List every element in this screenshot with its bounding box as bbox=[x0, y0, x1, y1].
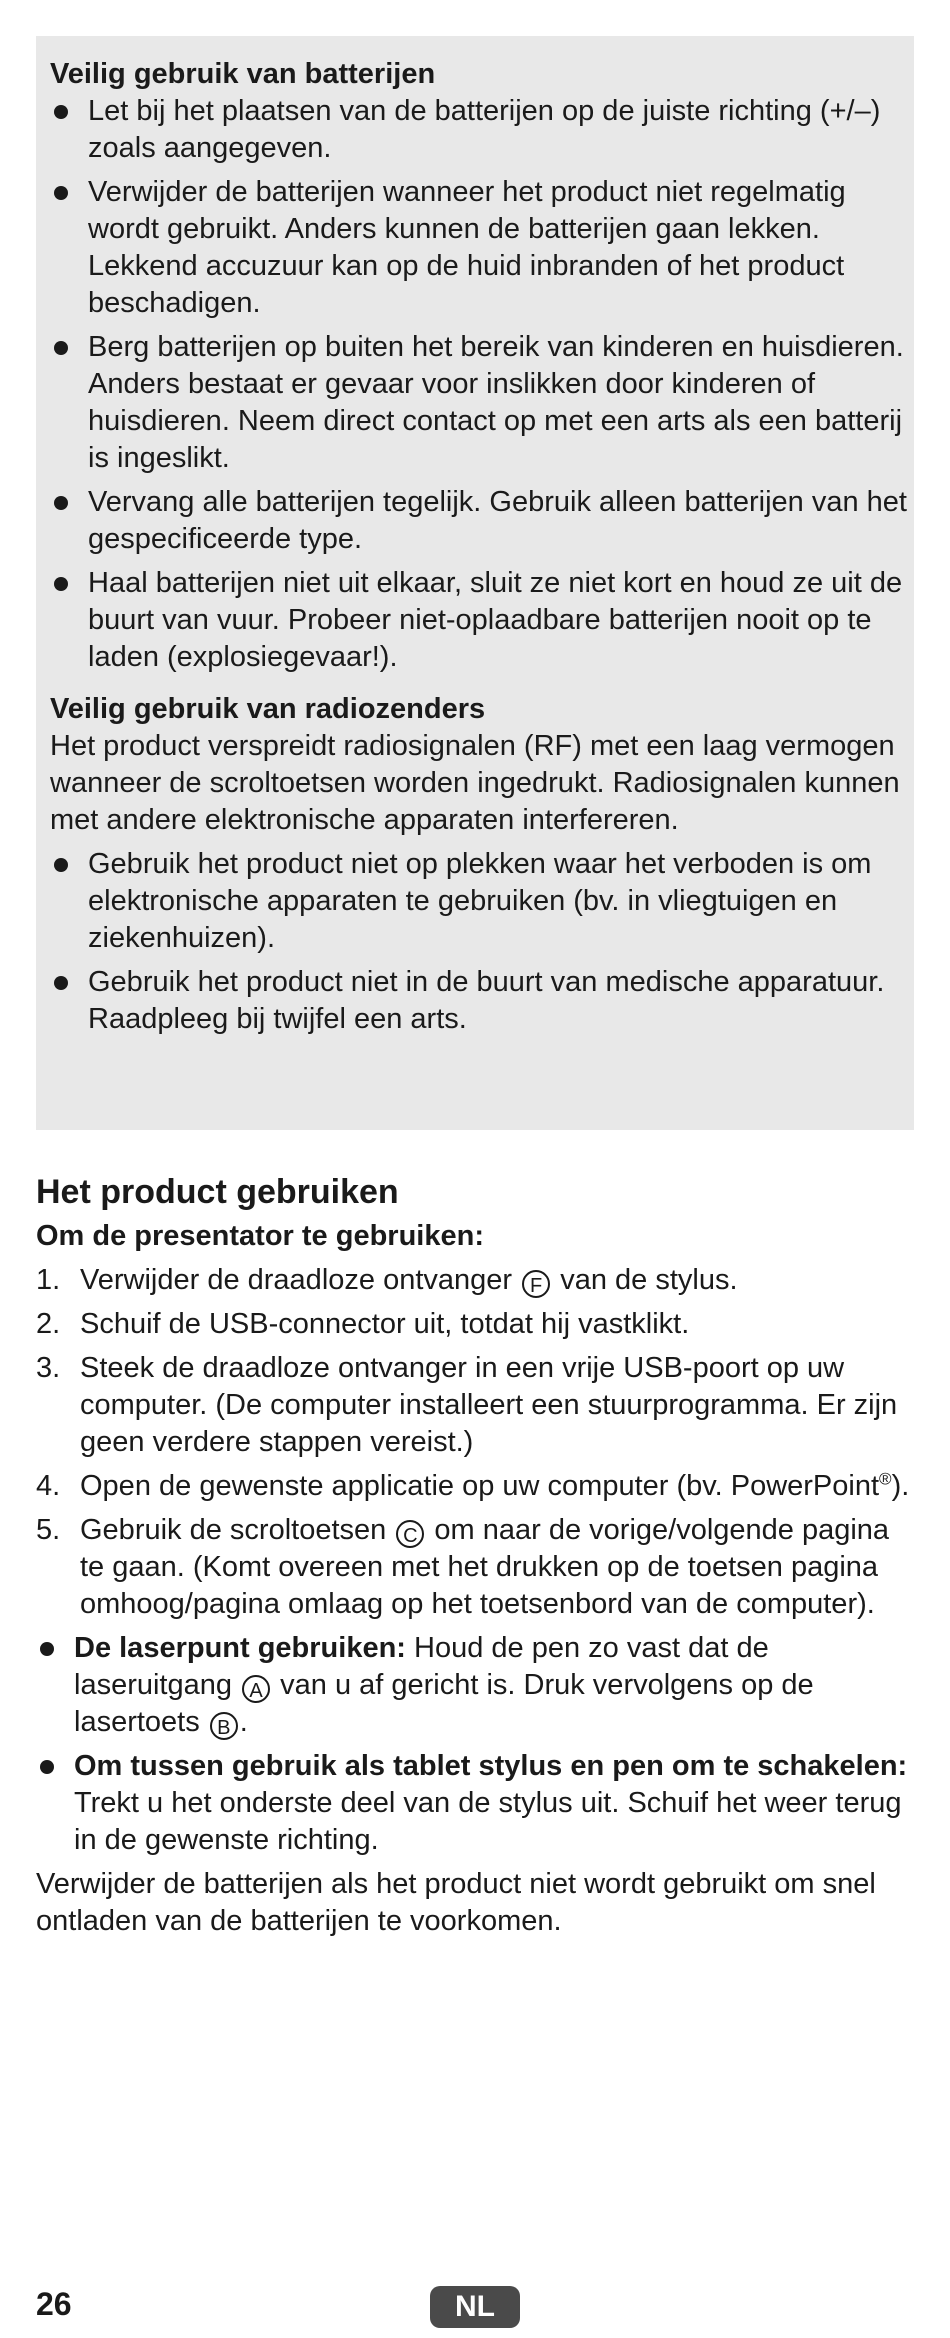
language-badge: NL bbox=[430, 2286, 520, 2328]
radio-safety-paragraph: Het product verspreidt radiosignalen (RF) met een laag vermogen wanneer de scroltoetsen worden ingedrukt. Radiosignalen kunnen met andere elektronische apparaten interfereren. bbox=[50, 730, 900, 836]
battery-safety-heading: Veilig gebruik van batterijen bbox=[50, 58, 436, 90]
list-item: Verwijder de batterijen wanneer het product niet regelmatig wordt gebruikt. Anders kunnen de batterijen gaan lekken. Lekkend accuzuur kan op de huid inbranden of het product beschadigen. bbox=[50, 174, 914, 322]
step-text: om naar de vorige/volgende pagina te gaan. (Komt overeen met het drukken op de toetsen pagina omhoog/pagina omlaag op het toetsenbord van de computer). bbox=[80, 1514, 890, 1620]
radio-safety-heading: Veilig gebruik van radiozenders bbox=[50, 693, 486, 725]
list-item: Haal batterijen niet uit elkaar, sluit ze niet kort en houd ze uit de buurt van vuur. Probeer niet-oplaadbare batterijen nooit op te laden (explosiegevaar!). bbox=[50, 565, 914, 676]
step-text: Gebruik de scroltoetsen bbox=[80, 1514, 387, 1546]
switch-label: Om tussen gebruik als tablet stylus en pen om te schakelen: bbox=[74, 1750, 908, 1782]
laser-text: . bbox=[239, 1706, 248, 1738]
step-item bbox=[36, 1262, 916, 1299]
section-subtitle: Om de presentator te gebruiken: bbox=[36, 1220, 484, 1252]
step-item bbox=[36, 1306, 916, 1343]
marker-a-icon: A bbox=[242, 1675, 270, 1703]
page-number: 26 bbox=[36, 2286, 72, 2322]
step-text: Schuif de USB-connector uit, totdat hij vastklikt. bbox=[80, 1308, 690, 1340]
switch-text: Trekt u het onderste deel van de stylus uit. Schuif het weer terug in de gewenste richting. bbox=[74, 1787, 902, 1856]
step-item bbox=[36, 1512, 916, 1623]
step-item bbox=[36, 1468, 916, 1505]
step-number: 3. bbox=[36, 1352, 61, 1384]
list-item: Berg batterijen op buiten het bereik van kinderen en huisdieren. Anders bestaat er gevaar voor inslikken door kinderen of huisdieren. Neem direct contact op met een arts als een batterij is ingeslikt. bbox=[50, 329, 914, 477]
step-text: van de stylus. bbox=[560, 1264, 738, 1296]
step-text: ). bbox=[891, 1470, 910, 1502]
list-item: Let bij het plaatsen van de batterijen op de juiste richting (+/–) zoals aangegeven. bbox=[50, 93, 914, 167]
step-text: Steek de draadloze ontvanger in een vrije USB-poort op uw computer. (De computer installeert een stuurprogramma. Er zijn geen verdere stappen vereist.) bbox=[80, 1352, 898, 1458]
marker-b-icon: B bbox=[210, 1712, 238, 1740]
list-item: Gebruik het product niet op plekken waar het verboden is om elektronische apparaten te gebruiken (bv. in vliegtuigen en ziekenhuizen). bbox=[50, 846, 914, 957]
step-text: Open de gewenste applicatie op uw computer (bv. PowerPoint bbox=[80, 1470, 880, 1502]
laser-label: De laserpunt gebruiken: bbox=[74, 1632, 406, 1664]
usage-section bbox=[36, 1170, 916, 1940]
list-item bbox=[36, 1630, 916, 1741]
marker-c-icon: C bbox=[396, 1520, 424, 1548]
step-item bbox=[36, 1350, 916, 1461]
list-item bbox=[36, 1748, 916, 1859]
list-item: Gebruik het product niet in de buurt van medische apparatuur. Raadpleeg bij twijfel een arts. bbox=[50, 964, 914, 1038]
step-number: 5. bbox=[36, 1514, 61, 1546]
step-number: 2. bbox=[36, 1308, 61, 1340]
battery-safety-list bbox=[50, 93, 914, 676]
step-text: Verwijder de draadloze ontvanger bbox=[80, 1264, 513, 1296]
laser-text: Houd de pen zo vast dat de laseruitgang bbox=[74, 1632, 769, 1701]
tips-list bbox=[36, 1630, 916, 1859]
step-number: 1. bbox=[36, 1264, 61, 1296]
step-number: 4. bbox=[36, 1470, 61, 1502]
marker-f-icon: F bbox=[522, 1270, 550, 1298]
closing-paragraph: Verwijder de batterijen als het product niet wordt gebruikt om snel ontladen van de batterijen te voorkomen. bbox=[36, 1868, 876, 1937]
list-item: Vervang alle batterijen tegelijk. Gebruik alleen batterijen van het gespecificeerde type. bbox=[50, 484, 914, 558]
radio-safety-list bbox=[50, 846, 914, 1038]
section-title: Het product gebruiken bbox=[36, 1173, 399, 1211]
steps-list bbox=[36, 1262, 916, 1623]
laser-text: van u af gericht is. Druk vervolgens op de lasertoets bbox=[74, 1669, 814, 1738]
registered-mark: ® bbox=[879, 1469, 892, 1489]
safety-notice-box bbox=[36, 36, 914, 1130]
